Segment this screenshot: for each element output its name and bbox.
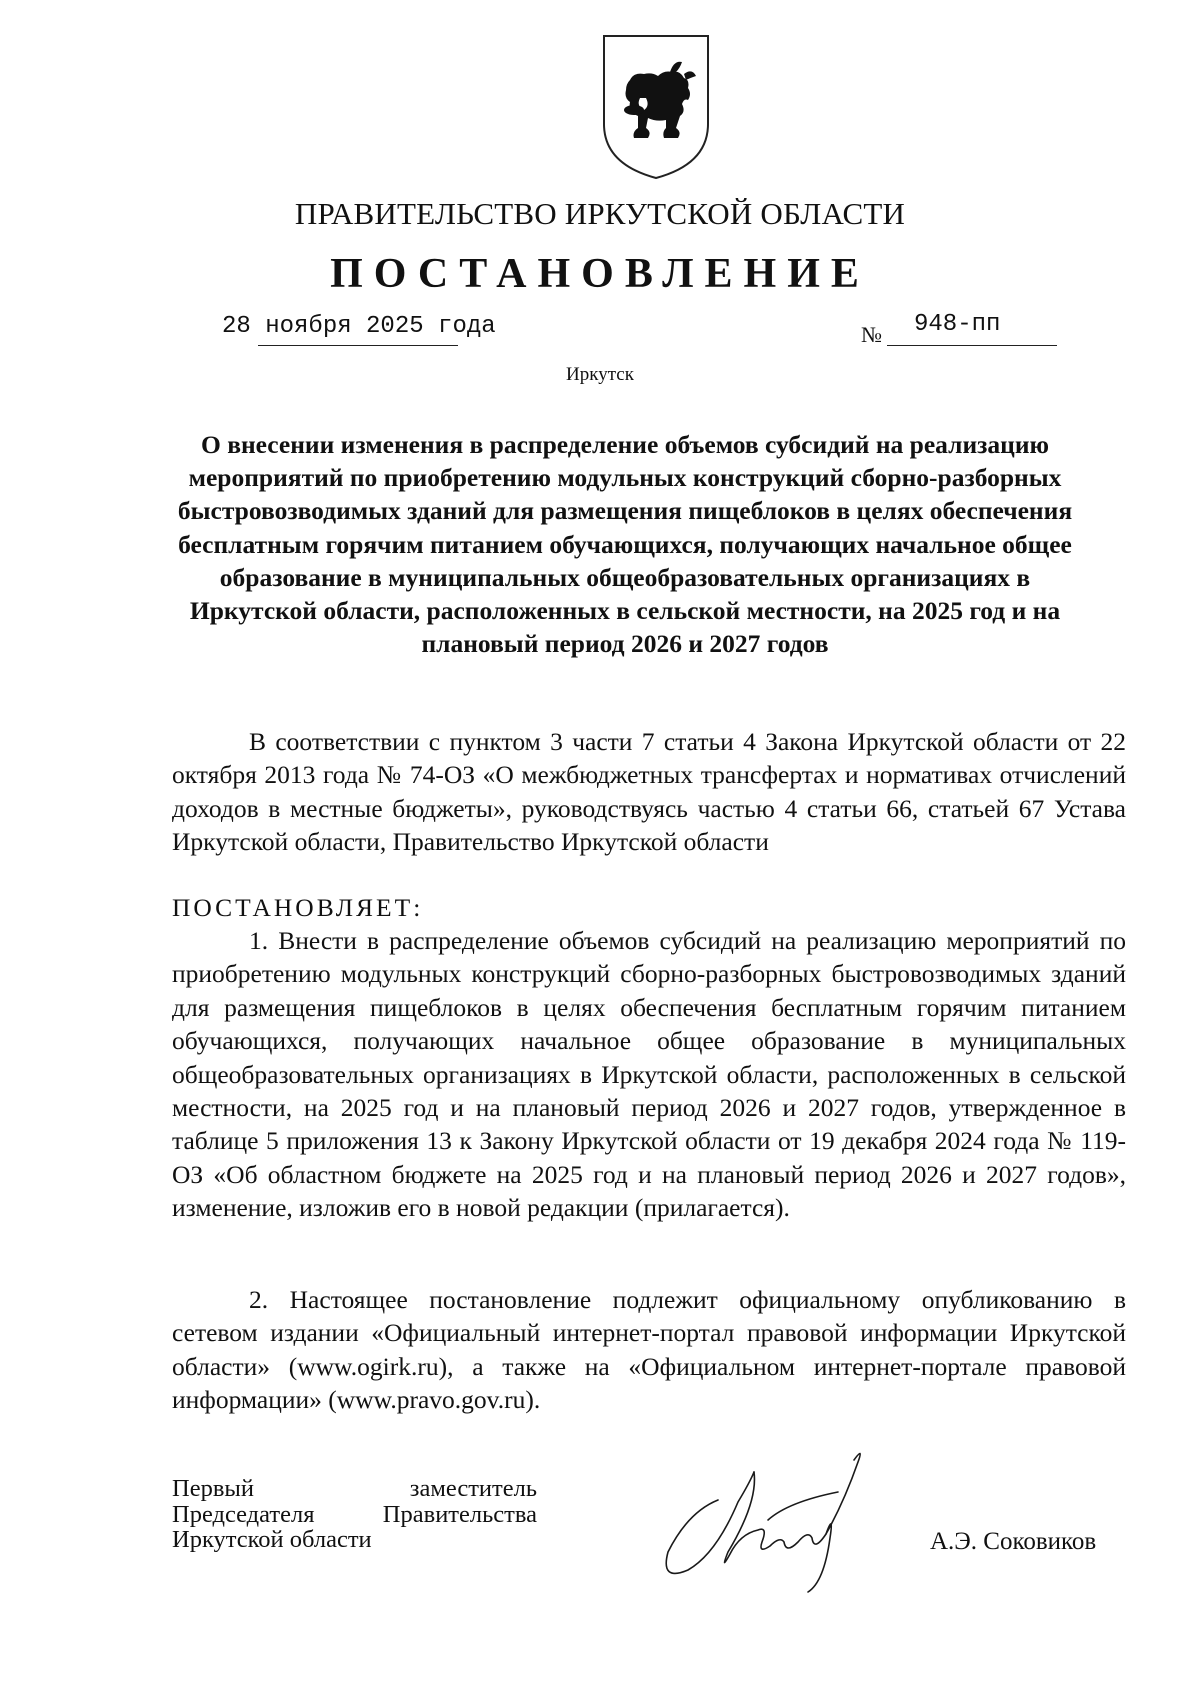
government-name: ПРАВИТЕЛЬСТВО ИРКУТСКОЙ ОБЛАСТИ: [294, 196, 906, 231]
position-line-3: Иркутской области: [172, 1526, 372, 1553]
document-date: 28 ноября 2025 года: [222, 313, 496, 340]
document-title: О внесении изменения в распределение объемов субсидий на реализацию мероприятий по приобретению модульных конструкций сборно-разборных быстровозводимых зданий для размещения пищеблоков в целях обеспечения бесплатным горячим питанием обучающихся, получающих начальное общее образование в муниципальных общеобразовательных организациях в Иркутской области, расположенных в сельской местности, на 2025 год и на плановый период 2026 и 2027 годов: [177, 430, 1073, 659]
resolves-heading: ПОСТАНОВЛЯЕТ:: [172, 893, 424, 922]
position-line-1: Первый заместитель: [172, 1475, 537, 1502]
document-type: ПОСТАНОВЛЕНИЕ: [330, 251, 870, 297]
item-1-paragraph: 1. Внести в распределение объемов субсидий на реализацию мероприятий по приобретению модульных конструкций сборно-разборных быстровозводимых зданий для размещения пищеблоков в целях обеспечения бесплатным горячим питанием обучающихся, получающих начальное общее образование в муниципальных общеобразовательных организациях в Иркутской области, расположенных в сельской местности, на 2025 год и на плановый период 2026 и 2027 годов, утвержденное в таблице 5 приложения 13 к Закону Иркутской области от 19 декабря 2024 года № 119-ОЗ «Об областном бюджете на 2025 год и на плановый период 2026 и 2027 годов», изменение, изложив его в новой редакции (прилагается).: [172, 926, 1126, 1223]
number-sign: №: [861, 322, 882, 347]
item-2-paragraph: 2. Настоящее постановление подлежит официальному опубликованию в сетевом издании «Официальный интернет-портал правовой информации Иркутской области» (www.ogirk.ru), а также на «Официальном интернет-портале правовой информации» (www.pravo.gov.ru).: [172, 1285, 1126, 1415]
city: Иркутск: [566, 364, 634, 385]
document-number: 948-пп: [914, 311, 1001, 338]
position-line-2: Председателя Правительства: [172, 1500, 537, 1528]
coat-of-arms-icon: [600, 32, 712, 182]
signatory-position: [172, 1476, 537, 1553]
date-underline: [258, 345, 458, 346]
signatory-name: А.Э. Соковиков: [930, 1528, 1097, 1555]
number-underline: [887, 345, 1057, 346]
handwritten-signature: [658, 1442, 888, 1602]
preamble-paragraph: В соответствии с пунктом 3 части 7 статьи 4 Закона Иркутской области от 22 октября 2013 года № 74-ОЗ «О межбюджетных трансфертах и нормативах отчислений доходов в местные бюджеты», руководствуясь частью 4 статьи 66, статьей 67 Устава Иркутской области, Правительство Иркутской области: [172, 727, 1126, 857]
